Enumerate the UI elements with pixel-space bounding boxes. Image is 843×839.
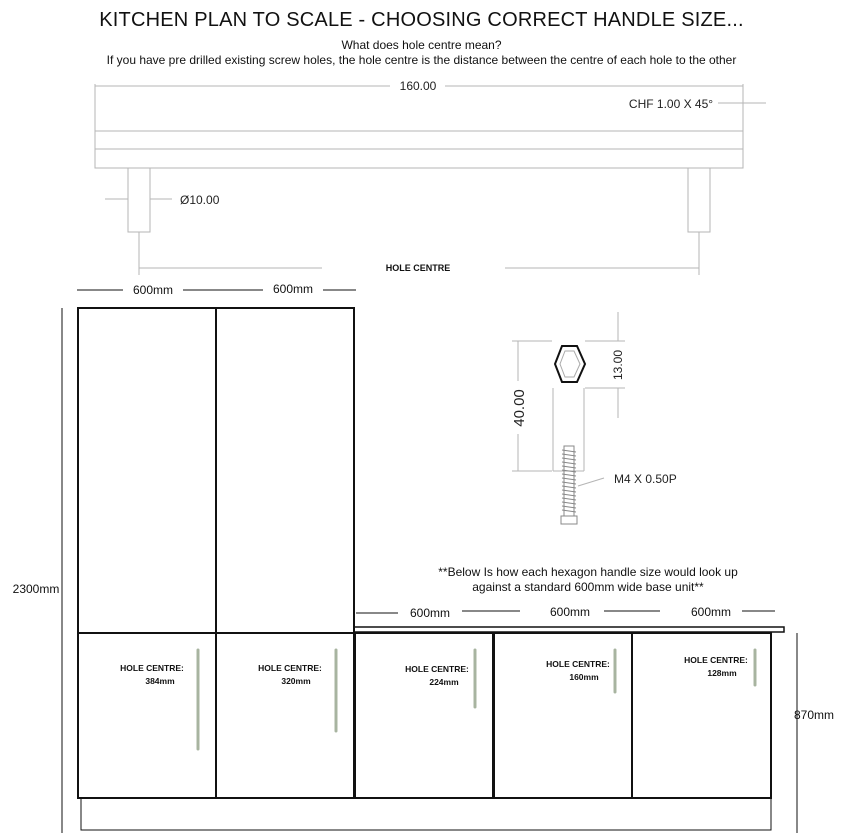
handle-side-view xyxy=(512,312,625,486)
unit-size-3: 224mm xyxy=(429,677,459,687)
base-height-dimension: 870mm xyxy=(793,708,835,722)
tall-width-1: 600mm xyxy=(132,283,174,297)
page-title: KITCHEN PLAN TO SCALE - CHOOSING CORRECT HANDLE SIZE... xyxy=(99,9,744,31)
unit-label-3: HOLE CENTRE: xyxy=(405,664,469,674)
base-width-1: 600mm xyxy=(409,606,451,620)
unit-size-1: 384mm xyxy=(145,676,175,686)
thread-dimension: M4 X 0.50P xyxy=(614,472,677,486)
unit-label-5: HOLE CENTRE: xyxy=(684,655,748,665)
unit-size-5: 128mm xyxy=(707,668,737,678)
base-width-2: 600mm xyxy=(549,605,591,619)
unit-label-4: HOLE CENTRE: xyxy=(546,659,610,669)
screw-icon xyxy=(561,446,577,524)
unit-label-2: HOLE CENTRE: xyxy=(258,663,322,673)
height-dimension: 40.00 xyxy=(511,389,528,427)
hole-centre-label: HOLE CENTRE xyxy=(385,263,451,273)
length-dimension: 160.00 xyxy=(399,79,437,93)
unit-label-1: HOLE CENTRE: xyxy=(120,663,184,673)
handle-elevation xyxy=(95,84,766,275)
subtitle-question: What does hole centre mean? xyxy=(341,38,502,52)
base-unit-note xyxy=(400,565,776,595)
chamfer-dimension: CHF 1.00 X 45° xyxy=(628,97,714,111)
hex-dimension: 13.00 xyxy=(611,349,625,381)
base-units xyxy=(78,633,771,798)
note-line-2: against a standard 600mm wide base unit** xyxy=(472,580,704,594)
unit-size-4: 160mm xyxy=(569,672,599,682)
worktop xyxy=(354,627,784,632)
plinth xyxy=(81,798,771,830)
subtitle-explanation: If you have pre drilled existing screw holes, the hole centre is the distance between the centre of each hole to the other xyxy=(106,53,737,67)
base-width-3: 600mm xyxy=(690,605,732,619)
tall-units xyxy=(78,308,354,633)
tall-width-2: 600mm xyxy=(272,282,314,296)
tall-height-dimension: 2300mm xyxy=(12,582,60,596)
diameter-dimension: Ø10.00 xyxy=(180,193,220,207)
note-line-1: **Below Is how each hexagon handle size would look up xyxy=(438,565,738,579)
unit-size-2: 320mm xyxy=(281,676,311,686)
